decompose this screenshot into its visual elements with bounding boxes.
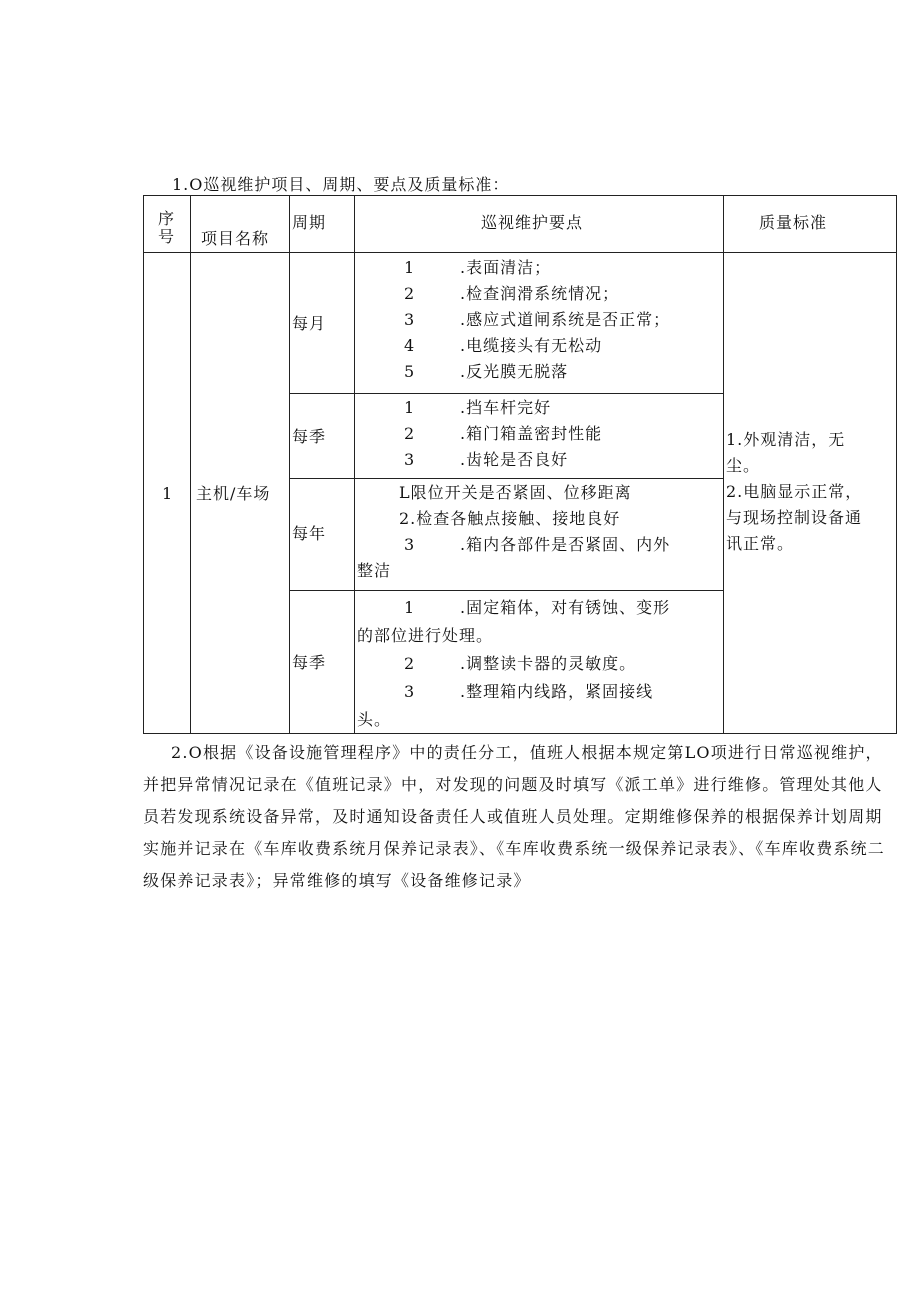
header-seq-top: 序 bbox=[158, 209, 176, 228]
list-item: 3 .齿轮是否良好 bbox=[404, 450, 569, 469]
table-border-right bbox=[896, 195, 897, 734]
list-item: 4 .电缆接头有无松动 bbox=[404, 336, 603, 355]
header-divider bbox=[143, 252, 897, 253]
points-group-yearly bbox=[357, 480, 670, 584]
points-group-monthly bbox=[404, 255, 670, 385]
list-item: L限位开关是否紧固、位移距离 bbox=[399, 483, 632, 502]
column-divider bbox=[190, 195, 191, 734]
period-label: 每月 bbox=[292, 314, 327, 333]
list-item-continuation: 整洁 bbox=[357, 561, 392, 580]
list-item: 2 .箱门箱盖密封性能 bbox=[404, 424, 603, 443]
period-label: 每年 bbox=[292, 524, 327, 543]
list-item: 3 .感应式道闸系统是否正常； bbox=[404, 310, 671, 329]
quality-standard bbox=[726, 427, 862, 557]
list-item-continuation: 头。 bbox=[357, 710, 392, 729]
row-divider bbox=[289, 590, 723, 591]
list-item: 2 .调整读卡器的灵敏度。 bbox=[404, 654, 637, 673]
list-item: 5 .反光膜无脱落 bbox=[404, 362, 569, 381]
table-border-left bbox=[143, 195, 144, 734]
column-divider bbox=[354, 195, 355, 734]
list-item: 2.检查各触点接触、接地良好 bbox=[399, 509, 621, 528]
list-item: 1 .固定箱体，对有锈蚀、变形 bbox=[404, 598, 671, 617]
row-divider bbox=[289, 478, 723, 479]
list-item-continuation: 的部位进行处理。 bbox=[357, 626, 494, 645]
row-item-name: 主机/车场 bbox=[196, 484, 271, 503]
header-period: 周期 bbox=[292, 213, 327, 232]
column-divider bbox=[723, 195, 724, 734]
header-name: 项目名称 bbox=[201, 229, 270, 248]
points-group-quarterly bbox=[404, 395, 602, 473]
list-item: 3 .箱内各部件是否紧固、内外 bbox=[404, 535, 671, 554]
header-points: 巡视维护要点 bbox=[481, 213, 584, 232]
row-divider bbox=[289, 393, 723, 394]
body-paragraph: 2.O根据《设备设施管理程序》中的责任分工，值班人根据本规定第LO项进行日常巡视维护，并把异常情况记录在《值班记录》中，对发现的问题及时填写《派工单》进行维修。管理处其他人员若发现系统设备异常，及时通知设备责任人或值班人员处理。定期维修保养的根据保养计划周期实施并记录在《车库收费系统月保养记录表》、《车库收费系统一级保养记录表》、《车库收费系统二级保养记录表》；异常维修的填写《设备维修记录》 bbox=[143, 743, 886, 890]
section-heading: 1.O巡视维护项目、周期、要点及质量标准： bbox=[172, 175, 510, 194]
list-item: 3 .整理箱内线路，紧固接线 bbox=[404, 682, 654, 701]
header-seq bbox=[158, 210, 175, 246]
standard-line: 1.外观清洁，无 bbox=[726, 430, 846, 449]
standard-line: 2.电脑显示正常， bbox=[726, 482, 863, 501]
table-border-top bbox=[143, 195, 897, 196]
list-item: 2 .检查润滑系统情况； bbox=[404, 284, 620, 303]
period-label: 每季 bbox=[292, 653, 327, 672]
points-group-quarterly-2 bbox=[357, 594, 670, 734]
list-item: 1 .表面清洁； bbox=[404, 258, 552, 277]
row-seq: 1 bbox=[162, 484, 174, 503]
list-item: 1 .挡车杆完好 bbox=[404, 398, 552, 417]
column-divider bbox=[289, 195, 290, 734]
header-standard: 质量标准 bbox=[759, 213, 828, 232]
standard-line: 讯正常。 bbox=[726, 534, 795, 553]
header-seq-bottom: 号 bbox=[158, 227, 176, 246]
standard-line: 与现场控制设备通 bbox=[726, 508, 863, 527]
period-label: 每季 bbox=[292, 427, 327, 446]
standard-line: 尘。 bbox=[726, 456, 761, 475]
maintenance-table bbox=[143, 195, 897, 734]
